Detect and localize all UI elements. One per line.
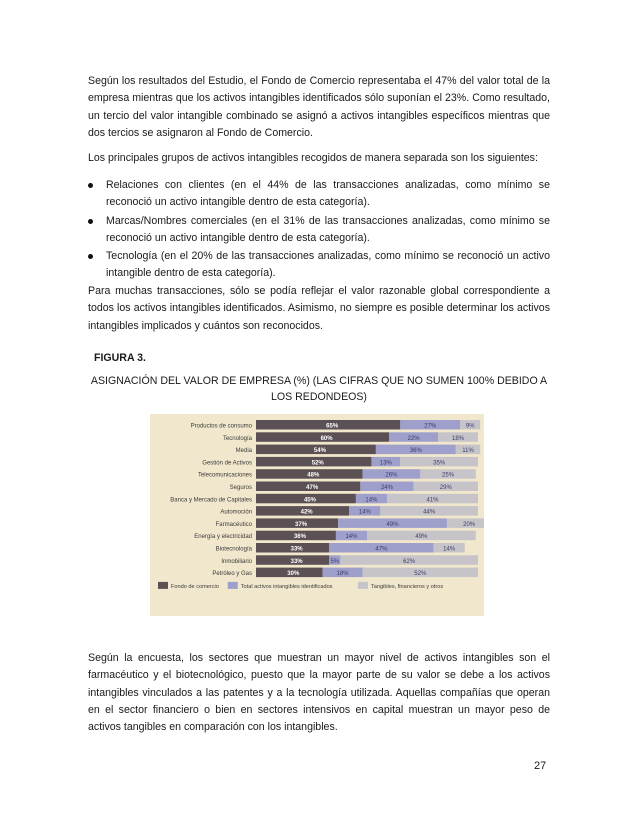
data-label: 60% [320,435,333,442]
category-label: Farmacéutico [215,521,252,528]
data-label: 47% [375,546,388,553]
paragraph-goodwill-results: Según los resultados del Estudio, el Fondo de Comercio representaba el 47% del valor total de la empresa mientras que los activos intangibles identificados sólo suponían el 23%. Como resultado, un tercio del valor intangible combinado se asignó a activos intangibles específicos mientras que dos tercios se asignaron al Fondo de Comercio. [88,75,550,139]
list-item [88,213,550,248]
data-label: 36% [293,534,306,541]
legend-swatch [158,582,168,589]
data-label: 14% [358,509,371,516]
legend-label: Fondo de comercio [171,583,219,590]
list-item-text: Relaciones con clientes (en el 44% de las transacciones analizadas, como mínimo se reconoció un activo intangible dentro de esta categoría). [106,179,550,209]
category-label: Petróleo y Gas [212,571,252,578]
data-label: 49% [386,521,399,528]
data-label: 13% [379,460,392,467]
bullet-icon [88,219,93,224]
legend-swatch [358,582,368,589]
data-label: 48% [307,472,320,479]
data-label: 65% [326,423,339,430]
enterprise-value-chart [150,414,484,616]
data-label: 44% [423,509,436,516]
data-label: 33% [290,546,303,553]
data-label: 22% [407,435,420,442]
data-label: 20% [463,521,476,528]
data-label: 11% [462,448,474,455]
paragraph-intangible-groups-intro: Los principales grupos de activos intangibles recogidos de manera separada son los siguientes: [88,152,538,164]
category-label: Energía y electricidad [194,534,252,541]
data-label: 26% [385,472,398,479]
data-label: 35% [433,460,446,467]
page-number: 27 [534,760,547,772]
category-label: Seguros [229,485,252,491]
data-label: 45% [303,497,316,504]
legend-label: Total activos intangibles identificados [240,583,333,590]
data-label: 18% [452,435,465,442]
data-label: 42% [300,509,313,516]
data-label: 37% [295,521,308,528]
data-label: 25% [442,472,455,479]
data-label: 5% [330,558,340,565]
intangible-groups-list [88,177,550,284]
data-label: 62% [403,558,416,565]
data-label: 47% [306,485,319,491]
data-label: 52% [311,460,324,467]
list-item-text: Tecnología (en el 20% de las transacciones analizadas, como mínimo se reconoció un activo intangible dentro de esta categoría). [106,250,550,280]
data-label: 14% [365,497,378,504]
paragraph-transactions: Para muchas transacciones, sólo se podía reflejar el valor razonable global correspondiente a todos los activos intangibles identificados. Asimismo, no siempre es posible determinar los activos intangibles implicados y cuántos son reconocidos. [88,285,550,332]
data-label: 18% [336,571,349,578]
data-label: 33% [290,558,303,565]
data-label: 14% [345,534,358,541]
category-label: Productos de consumo [190,423,252,430]
paragraph-survey-sectors: Según la encuesta, los sectores que muestran un mayor nivel de activos intangibles son el farmacéutico y el biotecnológico, puesto que la mayor parte de su valor se debe a los activos intangibles vinculados a las patentes y a la tecnología utilizada. Aquellas compañías que operan en el sector financiero o bien en sectores intensivos en capital muestran un mayor peso de activos tangibles en comparación con los intangibles. [88,652,550,734]
bullet-icon [88,183,93,188]
figure-title: ASIGNACIÓN DEL VALOR DE EMPRESA (%) (LAS CIFRAS QUE NO SUMEN 100% DEBIDO A LOS REDONDEOS) [90,375,548,403]
figure-label: FIGURA 3. [94,352,146,364]
category-label: Inmobiliario [221,558,252,565]
list-item [88,248,550,283]
bullet-icon [88,254,93,259]
category-label: Gestión de Activos [202,460,252,467]
data-label: 52% [414,571,427,578]
category-label: Banca y Mercado de Capitales [170,497,252,504]
data-label: 41% [426,497,439,504]
category-label: Telecomunicaciones [197,472,252,479]
legend-label: Tangibles, financieros y otros [371,583,444,590]
category-label: Tecnología [222,435,252,442]
data-label: 54% [313,448,326,455]
category-label: Media [235,448,252,455]
legend-swatch [228,582,238,589]
data-label: 24% [380,485,393,491]
list-item-text: Marcas/Nombres comerciales (en el 31% de las transacciones analizadas, como mínimo se reconoció un activo intangible dentro de esta categoría). [106,214,550,244]
data-label: 9% [465,423,475,430]
data-label: 30% [287,571,300,578]
data-label: 14% [443,546,456,553]
list-item [88,177,550,212]
data-label: 27% [424,423,437,430]
chart-svg [150,414,484,616]
category-label: Biotecnología [215,546,252,553]
data-label: 29% [439,485,452,491]
category-label: Automoción [220,509,252,516]
data-label: 49% [415,534,428,541]
data-label: 36% [409,448,422,455]
